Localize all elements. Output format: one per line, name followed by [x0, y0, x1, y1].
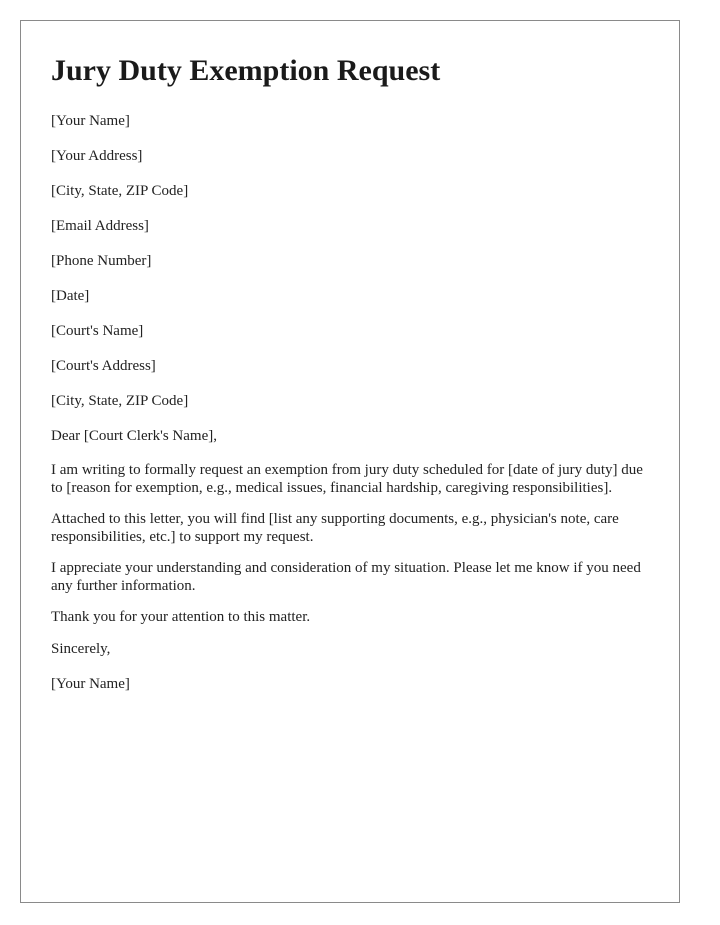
letter-content	[51, 53, 651, 709]
letter-page	[20, 20, 680, 903]
body-paragraph-attachments: Attached to this letter, you will find [list any supporting documents, e.g., physician's note, care responsibilities, etc.] to support my request.	[51, 511, 619, 545]
signature-name: [Your Name]	[51, 676, 130, 692]
closing: Sincerely,	[51, 641, 111, 657]
recipient-court-address: [Court's Address]	[51, 358, 156, 374]
sender-phone: [Phone Number]	[51, 253, 152, 269]
body-paragraph-request: I am writing to formally request an exemption from jury duty scheduled for [date of jury duty] due to [reason for exemption, e.g., medical issues, financial hardship, caregiving responsibilities].	[51, 462, 643, 496]
sender-name: [Your Name]	[51, 113, 130, 129]
letter-date: [Date]	[51, 288, 90, 304]
sender-email: [Email Address]	[51, 218, 149, 234]
recipient-court-name: [Court's Name]	[51, 323, 144, 339]
recipient-city-state-zip: [City, State, ZIP Code]	[51, 393, 189, 409]
salutation: Dear [Court Clerk's Name],	[51, 428, 217, 444]
sender-address: [Your Address]	[51, 148, 143, 164]
sender-city-state-zip: [City, State, ZIP Code]	[51, 183, 189, 199]
body-paragraph-appreciation: I appreciate your understanding and consideration of my situation. Please let me know if you need any further information.	[51, 560, 641, 594]
body-paragraph-thanks: Thank you for your attention to this matter.	[51, 609, 311, 625]
page-title: Jury Duty Exemption Request	[51, 54, 441, 87]
